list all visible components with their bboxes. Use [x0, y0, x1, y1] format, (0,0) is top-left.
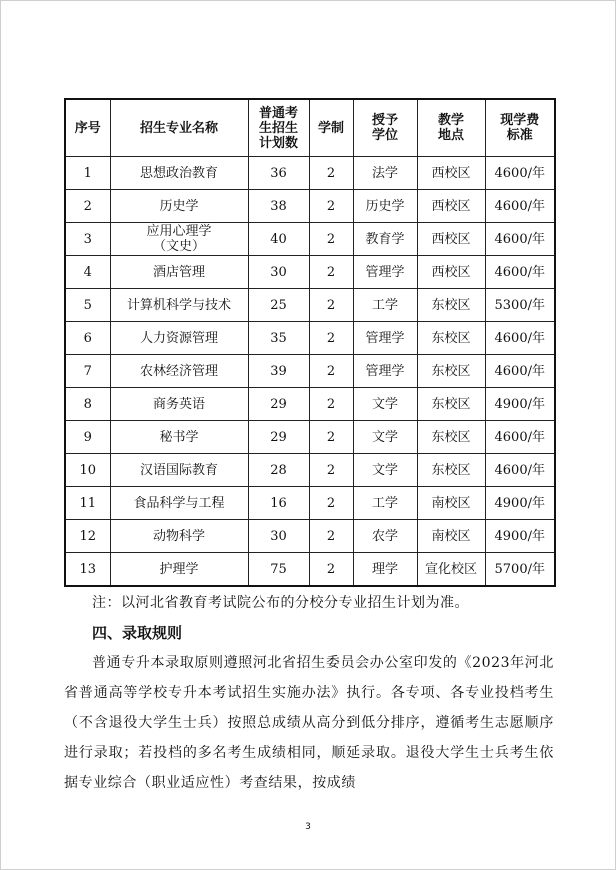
- table-row: [65, 223, 555, 256]
- cell-plan: 75: [248, 553, 309, 587]
- cell-years: 2: [309, 157, 353, 190]
- cell-tuition: 4600/年: [485, 157, 555, 190]
- cell-major: 农林经济管理: [110, 355, 248, 388]
- cell-major: 计算机科学与技术: [110, 289, 248, 322]
- table-row: [65, 388, 555, 421]
- cell-degree: 教育学: [353, 223, 417, 256]
- cell-index: 1: [65, 157, 110, 190]
- cell-years: 2: [309, 223, 353, 256]
- cell-major: [110, 223, 248, 256]
- cell-campus: 西校区: [417, 256, 485, 289]
- header-degree-line: 授予: [371, 113, 398, 128]
- cell-major: 动物科学: [110, 520, 248, 553]
- cell-degree: 管理学: [353, 355, 417, 388]
- header-index: 序号: [65, 99, 110, 157]
- cell-tuition: 4900/年: [485, 487, 555, 520]
- header-plan: [248, 99, 309, 157]
- cell-years: 2: [309, 256, 353, 289]
- cell-degree: 历史学: [353, 190, 417, 223]
- cell-degree: 农学: [353, 520, 417, 553]
- cell-plan: 40: [248, 223, 309, 256]
- header-years: 学制: [309, 99, 353, 157]
- cell-tuition: 4600/年: [485, 190, 555, 223]
- cell-campus: 南校区: [417, 520, 485, 553]
- cell-degree: 文学: [353, 388, 417, 421]
- cell-index: 6: [65, 322, 110, 355]
- table-row: [65, 520, 555, 553]
- cell-plan: 30: [248, 520, 309, 553]
- header-degree-line: 学位: [371, 128, 398, 143]
- cell-tuition: 4600/年: [485, 256, 555, 289]
- header-tuition-line: 标准: [506, 128, 533, 143]
- cell-major: 人力资源管理: [110, 322, 248, 355]
- cell-years: 2: [309, 388, 353, 421]
- cell-degree: 工学: [353, 487, 417, 520]
- cell-years: 2: [309, 355, 353, 388]
- table-note: 注：以河北省教育考试院公布的分校分专业招生计划为准。: [92, 595, 469, 611]
- cell-years: 2: [309, 553, 353, 587]
- cell-tuition: 4600/年: [485, 454, 555, 487]
- header-campus-line: 教学: [437, 113, 464, 128]
- table-row: [65, 355, 555, 388]
- header-tuition-line: 现学费: [500, 113, 540, 128]
- cell-campus: 宣化校区: [417, 553, 485, 587]
- cell-major: 汉语国际教育: [110, 454, 248, 487]
- cell-plan: 28: [248, 454, 309, 487]
- header-degree: [353, 99, 417, 157]
- cell-tuition: 4900/年: [485, 520, 555, 553]
- table-header-row: [65, 99, 555, 157]
- header-tuition: [485, 99, 555, 157]
- cell-campus: 东校区: [417, 454, 485, 487]
- cell-campus: 西校区: [417, 157, 485, 190]
- cell-index: 13: [65, 553, 110, 587]
- cell-tuition: 5700/年: [485, 553, 555, 587]
- cell-plan: 29: [248, 388, 309, 421]
- cell-index: 11: [65, 487, 110, 520]
- cell-campus: 东校区: [417, 388, 485, 421]
- cell-campus: 东校区: [417, 289, 485, 322]
- table-row: [65, 421, 555, 454]
- cell-campus: 东校区: [417, 421, 485, 454]
- cell-index: 4: [65, 256, 110, 289]
- cell-degree: 管理学: [353, 322, 417, 355]
- cell-index: 2: [65, 190, 110, 223]
- cell-degree: 管理学: [353, 256, 417, 289]
- cell-campus: 东校区: [417, 322, 485, 355]
- table-row: [65, 454, 555, 487]
- cell-plan: 16: [248, 487, 309, 520]
- cell-plan: 29: [248, 421, 309, 454]
- cell-index: 8: [65, 388, 110, 421]
- cell-years: 2: [309, 487, 353, 520]
- table-row: [65, 322, 555, 355]
- cell-major: 商务英语: [110, 388, 248, 421]
- cell-index: 10: [65, 454, 110, 487]
- cell-tuition: 5300/年: [485, 289, 555, 322]
- section-title: 四、录取规则: [92, 624, 183, 642]
- header-campus: [417, 99, 485, 157]
- cell-degree: 工学: [353, 289, 417, 322]
- header-plan-line: 生招生: [258, 120, 298, 136]
- table-row: [65, 289, 555, 322]
- cell-major-line: （文史）: [152, 239, 205, 254]
- cell-index: 12: [65, 520, 110, 553]
- table-row: [65, 553, 555, 587]
- cell-major: 护理学: [110, 553, 248, 587]
- header-major: 招生专业名称: [110, 99, 248, 157]
- cell-major: 酒店管理: [110, 256, 248, 289]
- cell-years: 2: [309, 322, 353, 355]
- cell-years: 2: [309, 289, 353, 322]
- cell-plan: 38: [248, 190, 309, 223]
- cell-years: 2: [309, 421, 353, 454]
- cell-campus: 西校区: [417, 190, 485, 223]
- cell-campus: 南校区: [417, 487, 485, 520]
- cell-plan: 35: [248, 322, 309, 355]
- cell-campus: 西校区: [417, 223, 485, 256]
- cell-tuition: 4900/年: [485, 388, 555, 421]
- cell-tuition: 4600/年: [485, 421, 555, 454]
- cell-major: 秘书学: [110, 421, 248, 454]
- table-row: [65, 256, 555, 289]
- cell-tuition: 4600/年: [485, 355, 555, 388]
- cell-index: 7: [65, 355, 110, 388]
- cell-years: 2: [309, 520, 353, 553]
- cell-plan: 30: [248, 256, 309, 289]
- cell-tuition: 4600/年: [485, 223, 555, 256]
- cell-major: 历史学: [110, 190, 248, 223]
- cell-index: 5: [65, 289, 110, 322]
- page-number: 3: [305, 822, 311, 832]
- cell-major-line: 应用心理学: [146, 224, 212, 239]
- table-row: [65, 157, 555, 190]
- cell-years: 2: [309, 454, 353, 487]
- cell-major: 食品科学与工程: [110, 487, 248, 520]
- header-campus-line: 地点: [437, 128, 464, 143]
- table-row: [65, 487, 555, 520]
- cell-plan: 25: [248, 289, 309, 322]
- admission-rules-paragraph: 普通专升本录取原则遵照河北省招生委员会办公室印发的《2023年河北省普通高等学校专升本考试招生实施办法》执行。各专项、各专业投档考生（不含退役大学生士兵）按照总成绩从高分到低分排序，遵循考生志愿顺序进行录取；若投档的多名考生成绩相同，顺延录取。退役大学生士兵考生依据专业综合（职业适应性）考查结果，按成绩: [64, 655, 554, 791]
- cell-plan: 36: [248, 157, 309, 190]
- cell-index: 9: [65, 421, 110, 454]
- cell-degree: 法学: [353, 157, 417, 190]
- cell-years: 2: [309, 190, 353, 223]
- cell-tuition: 4600/年: [485, 322, 555, 355]
- header-plan-line: 计划数: [258, 135, 298, 151]
- header-plan-line: 普通考: [258, 105, 298, 121]
- cell-degree: 文学: [353, 421, 417, 454]
- cell-major: 思想政治教育: [110, 157, 248, 190]
- table-row: [65, 190, 555, 223]
- cell-campus: 东校区: [417, 355, 485, 388]
- admissions-table: [64, 98, 556, 587]
- cell-index: 3: [65, 223, 110, 256]
- cell-degree: 文学: [353, 454, 417, 487]
- cell-degree: 理学: [353, 553, 417, 587]
- cell-plan: 39: [248, 355, 309, 388]
